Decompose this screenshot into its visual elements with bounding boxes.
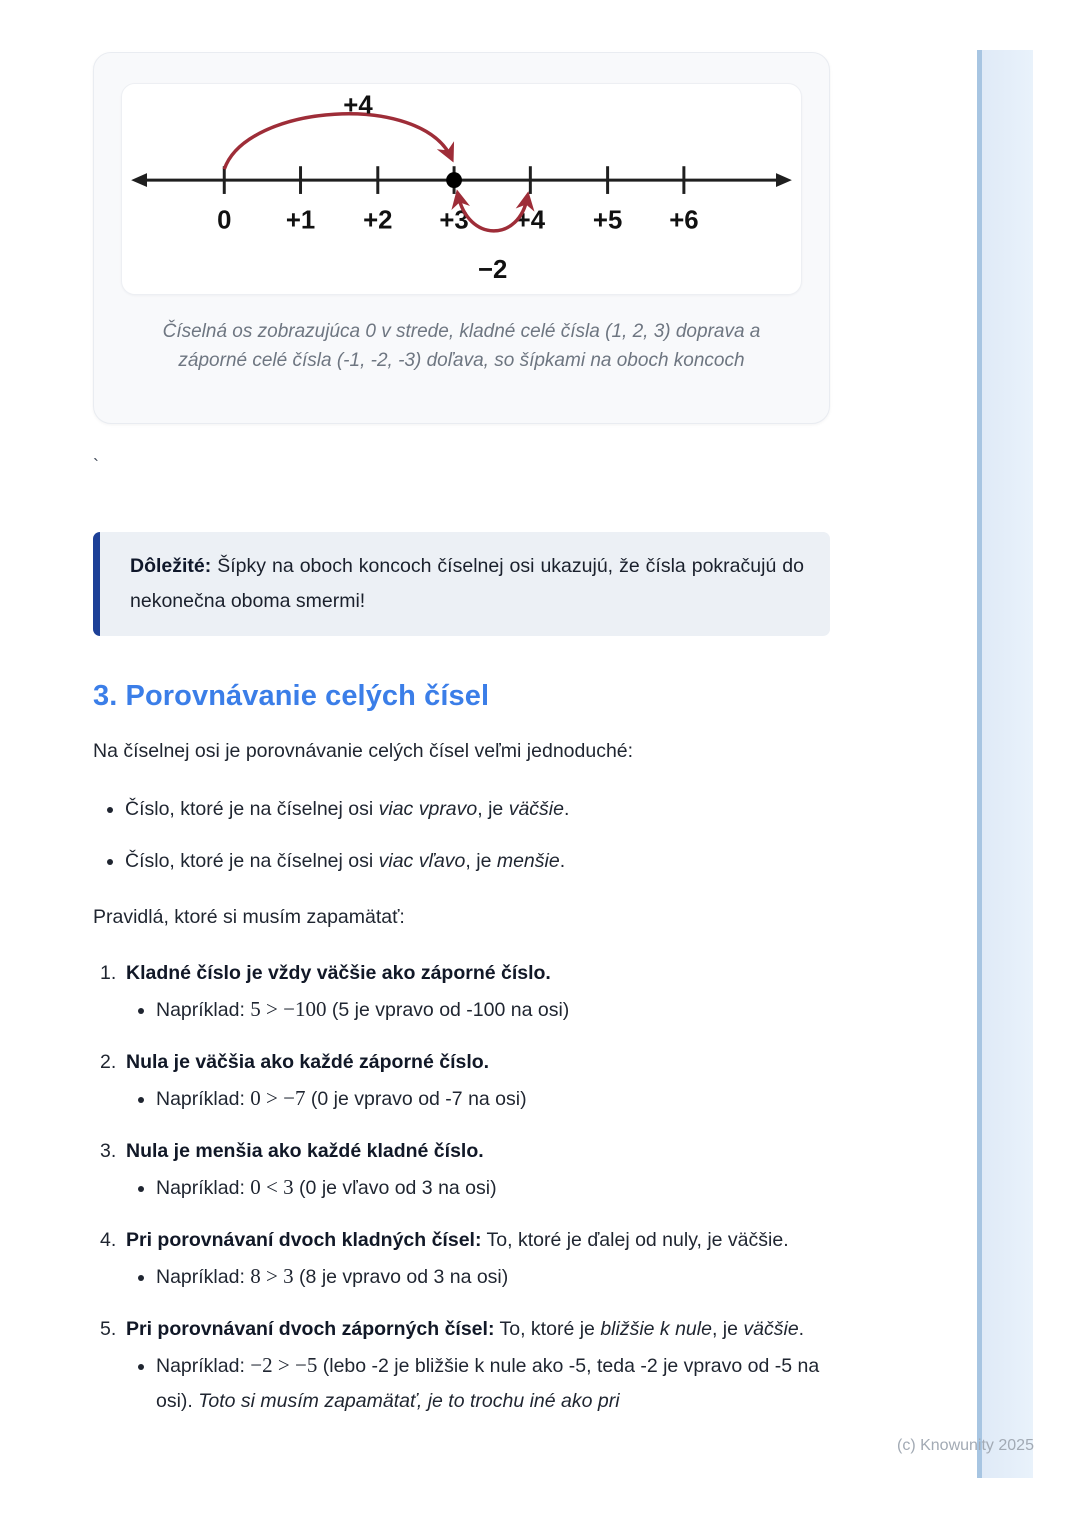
figure-caption (94, 317, 829, 376)
number-line-axis (131, 166, 792, 234)
axis-left-arrow-icon (131, 173, 147, 187)
page-content (93, 0, 830, 1436)
point-marker (446, 172, 462, 188)
rule-lead: Nula je menšia ako každé kladné číslo. (126, 1140, 484, 1163)
tick-label: +1 (285, 206, 316, 235)
note-label: Dôležité: (130, 555, 218, 577)
rule-lead: Pri porovnávaní dvoch kladných čísel: To, ktoré je ďalej od nuly, je väčšie. (126, 1228, 789, 1251)
note-text: Šípky na oboch koncoch číselnej osi ukazujú, že čísla pokračujú do nekonečna oboma smermi! (130, 555, 804, 613)
list-item: • Číslo, ktoré je na číselnej osi viac vpravo, je väčšie. (125, 795, 830, 823)
rule-item (100, 1313, 830, 1418)
rule-item (100, 1135, 830, 1206)
numberline-canvas (121, 83, 802, 295)
list-item: • Číslo, ktoré je na číselnej osi viac vľavo, je menšie. (125, 847, 830, 875)
minus2-arc-label: −2 (478, 256, 508, 285)
rule-item (100, 1224, 830, 1295)
tick-label: 0 (217, 206, 232, 235)
rule-lead: Nula je väčšia ako každé záporné číslo. (126, 1051, 490, 1074)
rule-item (100, 957, 830, 1028)
section-intro: Na číselnej osi je porovnávanie celých čísel veľmi jednoduché: (93, 740, 634, 763)
comparison-bullet-list (93, 795, 830, 875)
stray-backtick: ` (93, 456, 99, 476)
important-note-box (93, 532, 830, 636)
rule-example: • Napríklad: 0 > −7 (0 je vpravo od -7 na osi) (156, 1080, 830, 1117)
right-edge-stripe (977, 50, 1033, 1478)
rule-item (100, 1046, 830, 1117)
rule-example: • Napríklad: 8 > 3 (8 je vpravo od 3 na osi) (156, 1258, 830, 1295)
rule-example: • Napríklad: −2 > −5 (lebo -2 je bližšie k nule ako -5, teda -2 je vpravo od -5 na osi). Toto si musím zapamätať, je to trochu iné ako pri (156, 1347, 830, 1418)
rule-lead: Kladné číslo je vždy väčšie ako záporné číslo. (126, 962, 551, 985)
rule-lead: Pri porovnávaní dvoch záporných čísel: To, ktoré je bližšie k nule, je väčšie. (126, 1317, 805, 1340)
plus4-arc-label: +4 (343, 91, 373, 120)
tick-label: +2 (363, 206, 393, 235)
figure-caption-line: Číselná os zobrazujúca 0 v strede, kladné celé čísla (1, 2, 3) doprava a (162, 321, 761, 342)
figure-caption-line: záporné celé čísla (-1, -2, -3) doľava, so šípkami na oboch koncoch (178, 350, 745, 372)
tick-label: +4 (515, 206, 546, 235)
tick-label: +3 (439, 206, 469, 235)
copyright-text: (c) Knowunity 2025 (897, 1437, 1034, 1454)
numberline-figure-card (93, 52, 830, 424)
numberline-svg (122, 84, 801, 294)
tick-label: +6 (669, 206, 699, 235)
rule-example: • Napríklad: 0 < 3 (0 je vľavo od 3 na osi) (156, 1169, 830, 1206)
axis-right-arrow-icon (776, 173, 792, 187)
tick-label: +5 (592, 206, 623, 235)
rules-list (100, 957, 830, 1418)
rules-intro: Pravidlá, ktoré si musím zapamätať: (93, 905, 405, 928)
tick-labels (217, 207, 698, 235)
section-heading: 3. Porovnávanie celých čísel (93, 680, 490, 713)
rule-example: • Napríklad: 5 > −100 (5 je vpravo od -100 na osi) (156, 991, 830, 1028)
plus4-arc (224, 92, 451, 169)
